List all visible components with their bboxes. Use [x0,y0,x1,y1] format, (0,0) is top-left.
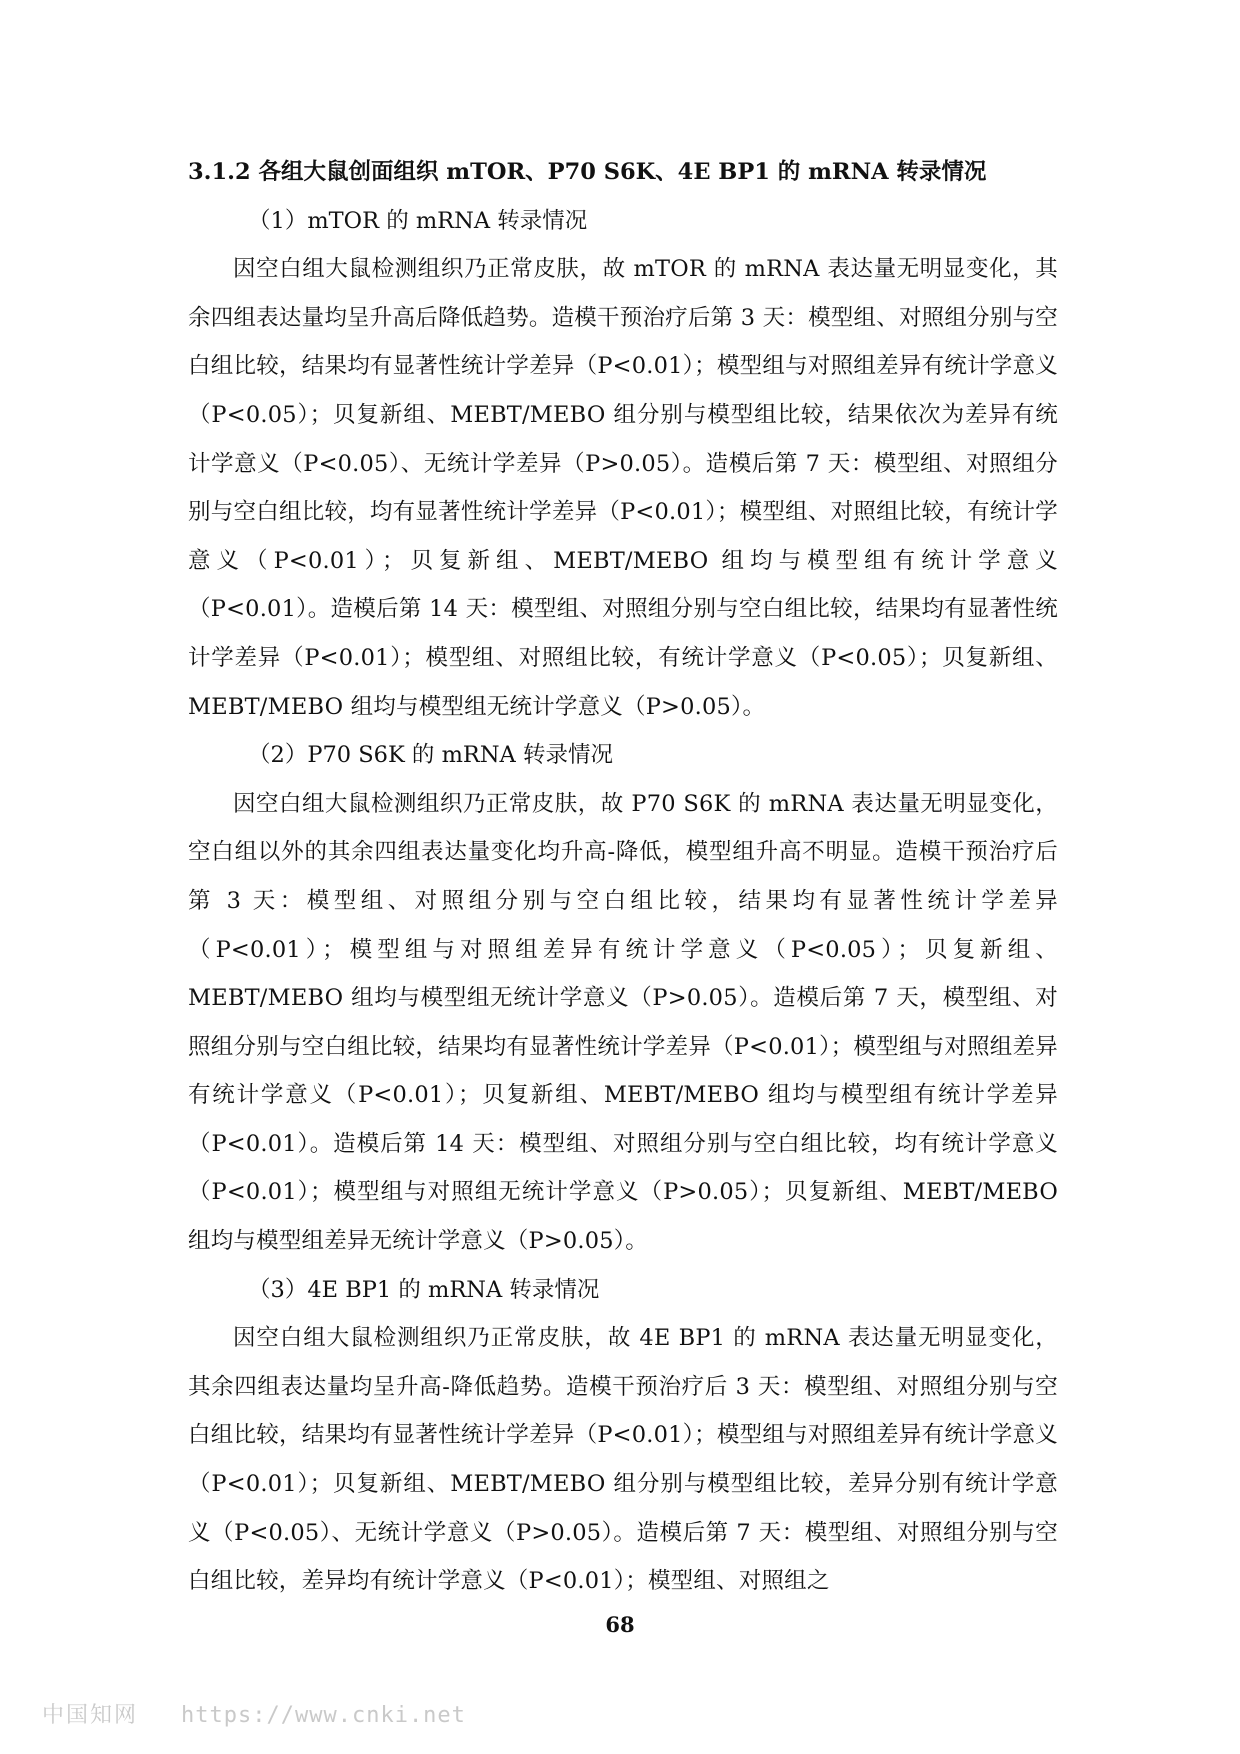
paragraph-mtor: 因空白组大鼠检测组织乃正常皮肤，故 mTOR 的 mRNA 表达量无明显变化，其余四组表达量均呈升高后降低趋势。造模干预治疗后第 3 天：模型组、对照组分别与空白组比较，结果均有显著性统计学差异（P<0.01）；模型组与对照组差异有统计学意义（P<0.05）；贝复新组、MEBT/MEBO 组分别与模型组比较，结果依次为差异有统计学意义（P<0.05）、无统计学差异（P>0.05）。造模后第 7 天：模型组、对照组分别与空白组比较，均有显著性统计学差异（P<0.01）；模型组、对照组比较，有统计学意义（P<0.01）；贝复新组、MEBT/MEBO 组均与模型组有统计学意义（P<0.01）。造模后第 14 天：模型组、对照组分别与空白组比较，结果均有显著性统计学差异（P<0.01）；模型组、对照组比较，有统计学意义（P<0.05）；贝复新组、MEBT/MEBO 组均与模型组无统计学意义（P>0.05）。 [188,256,1058,720]
watermark [42,1698,466,1729]
paragraph-p70s6k: 因空白组大鼠检测组织乃正常皮肤，故 P70 S6K 的 mRNA 表达量无明显变化，空白组以外的其余四组表达量变化均升高-降低，模型组升高不明显。造模干预治疗后第 3 天：模型组、对照组分别与空白组比较，结果均有显著性统计学差异（P<0.01）；模型组与对照组差异有统计学意义（P<0.05）；贝复新组、MEBT/MEBO 组均与模型组无统计学意义（P>0.05）。造模后第 7 天，模型组、对照组分别与空白组比较，结果均有显著性统计学差异（P<0.01）；模型组与对照组差异有统计学意义（P<0.01）；贝复新组、MEBT/MEBO 组均与模型组有统计学差异（P<0.01）。造模后第 14 天：模型组、对照组分别与空白组比较，均有统计学意义（P<0.01）；模型组与对照组无统计学意义（P>0.05）；贝复新组、MEBT/MEBO 组均与模型组差异无统计学意义（P>0.05）。 [188,790,1058,1255]
subsection-heading-4ebp1: （3）4E BP1 的 mRNA 转录情况 [248,1276,600,1303]
watermark-logo: 中国知网 [42,1703,139,1728]
section-heading: 3.1.2 各组大鼠创面组织 mTOR、P70 S6K、4E BP1 的 mRNA 转录情况 [188,159,987,185]
subsection-heading-mtor: （1）mTOR 的 mRNA 转录情况 [248,207,588,234]
watermark-url: https://www.cnki.net [181,1703,466,1728]
subsection-heading-p70s6k: （2）P70 S6K 的 mRNA 转录情况 [248,742,613,769]
page-content [188,148,1058,1606]
paragraph-4ebp1: 因空白组大鼠检测组织乃正常皮肤，故 4E BP1 的 mRNA 表达量无明显变化，其余四组表达量均呈升高-降低趋势。造模干预治疗后 3 天：模型组、对照组分别与空白组比较，结果均有显著性统计学差异（P<0.01）；模型组与对照组差异有统计学意义（P<0.01）；贝复新组、MEBT/MEBO 组分别与模型组比较，差异分别有统计学意义（P<0.05）、无统计学意义（P>0.05）。造模后第 7 天：模型组、对照组分别与空白组比较，差异均有统计学意义（P<0.01）；模型组、对照组之 [188,1325,1058,1595]
page-number: 68 [605,1612,635,1637]
